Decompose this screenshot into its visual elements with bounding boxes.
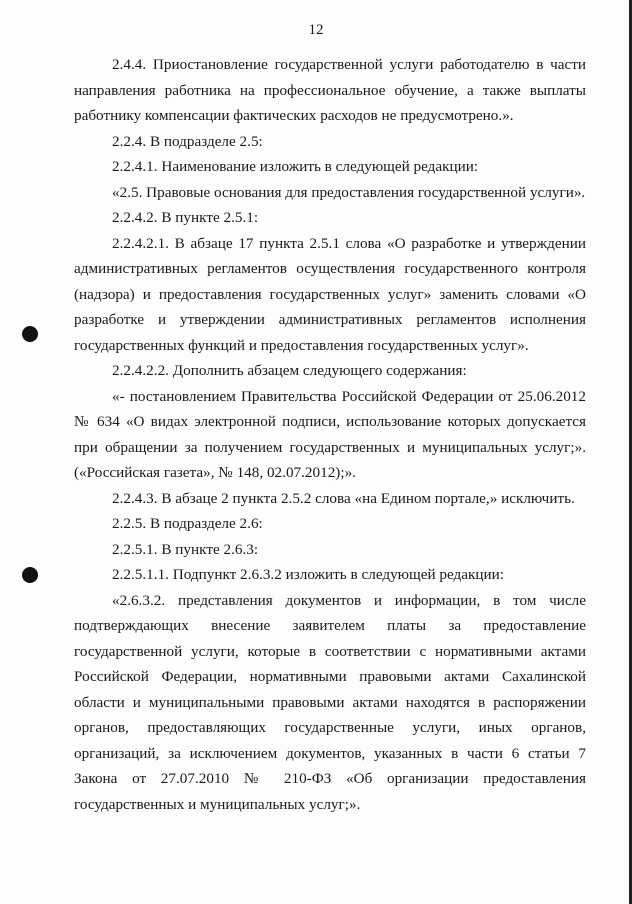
paragraph: 2.2.4. В подразделе 2.5: [112,132,263,150]
punch-hole [22,326,38,342]
paragraph: 2.2.5. В подразделе 2.6: [112,515,263,532]
paragraph: 2.2.4.3. В абзаце 2 пункта 2.5.2 слова «на Едином портале,» исключить. [112,489,575,507]
page-number: 12 [308,22,324,38]
paragraph: 2.2.4.2. В пункте 2.5.1: [112,209,259,226]
paragraph: «2.5. Правовые основания для предоставления государственной услуги». [112,183,586,201]
document-body [74,52,586,817]
paragraph: 2.2.5.1. В пункте 2.6.3: [112,540,259,558]
paragraph: «- постановлением Правительства Российской Федерации от 25.06.2012 № 634 «О видах электронной подписи, использование которых допускается при обращении за получением государственных и муниципальных услуг;». («Российская газета», № 148, 02.07.2012);». [74,387,586,481]
paragraph: 2.2.4.1. Наименование изложить в следующей редакции: [112,158,479,175]
paragraph: 2.4.4. Приостановление государственной услуги работодателю в части направления работника на профессиональное обучение, а также выплаты работнику компенсации фактических расходов не предусмотрено.». [74,56,586,124]
paragraph: 2.2.4.2.1. В абзаце 17 пункта 2.5.1 слова «О разработке и утверждении административных регламентов осуществления государственного контроля (надзора) и предоставления государственных услуг» заменить словами «О разработке и утверждении административных регламентов исполнения государственных функций и предоставления государственных услуг». [74,234,586,354]
paragraph: 2.2.4.2.2. Дополнить абзацем следующего содержания: [112,362,467,379]
paragraph: «2.6.3.2. представления документов и информации, в том числе подтверждающих внесение заявителем платы за предоставление государственной услуги, которые в соответствии с нормативными актами Российской Федерации, нормативными правовыми актами Сахалинской области и муниципальными правовыми актами находятся в распоряжении органов, предоставляющих государственные услуги, иных органов, организаций, за исключением документов, указанных в части 6 статьи 7 Закона от 27.07.2010 № 210-ФЗ «Об организации предоставления государственных и муниципальных услуг;». [74,591,586,813]
paragraph: 2.2.5.1.1. Подпункт 2.6.3.2 изложить в следующей редакции: [112,566,504,583]
punch-hole [22,567,38,583]
